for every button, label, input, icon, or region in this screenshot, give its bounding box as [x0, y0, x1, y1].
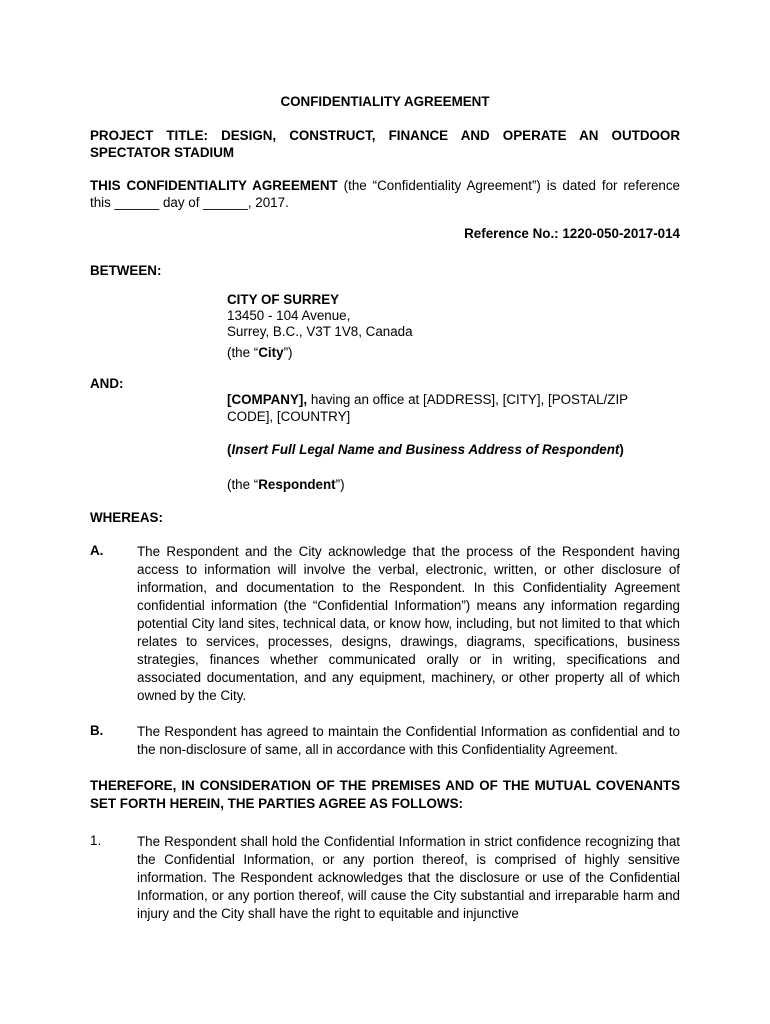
city-name: CITY OF SURREY: [227, 292, 340, 307]
insert-open: (: [227, 442, 232, 457]
city-address-line1: 13450 - 104 Avenue,: [227, 308, 351, 323]
recital-b-text: The Respondent has agreed to maintain the Confidential Information as confidential and to the non-disclosure of same, all in accordance with this Confidentiality Agreement.: [137, 724, 680, 757]
city-role: [227, 345, 680, 361]
document-title: CONFIDENTIALITY AGREEMENT: [280, 94, 490, 109]
city-party: [227, 292, 680, 361]
whereas-label: WHEREAS:: [90, 510, 163, 525]
project-title-label: PROJECT TITLE:: [90, 128, 208, 143]
project-title-text: DESIGN, CONSTRUCT, FINANCE AND OPERATE AN OUTDOOR SPECTATOR STADIUM: [90, 128, 680, 161]
intro-rest: (the “Confidentiality Agreement”) is dated for reference this ______ day of ______, 2017.: [90, 178, 680, 211]
and-label: AND:: [90, 376, 124, 391]
company-role: [227, 477, 345, 492]
company-insert-note: [227, 442, 624, 457]
city-role-suffix: ”): [283, 345, 293, 360]
reference-number: Reference No.: 1220-050-2017-014: [464, 226, 680, 241]
recital-a-marker: A.: [90, 543, 104, 558]
city-address-line2: Surrey, B.C., V3T 1V8, Canada: [227, 324, 413, 339]
intro-paragraph: [90, 177, 680, 211]
clause-1-text: The Respondent shall hold the Confidential Information in strict confidence recognizing that the Confidential Information, or any portion thereof, is comprised of highly sensitive information. The Respondent acknowledges that the disclosure or use of the Confidential Information, or any portion thereof, will cause the City substantial and irreparable harm and injury and the City shall have the right to equitable and injunctive: [137, 834, 680, 921]
company-role-prefix: (the “: [227, 477, 259, 492]
company-role-name: Respondent: [258, 477, 336, 492]
company-role-suffix: ”): [335, 477, 345, 492]
insert-close: ): [619, 442, 624, 457]
intro-bold: THIS CONFIDENTIALITY AGREEMENT: [90, 178, 338, 193]
recital-a-text: The Respondent and the City acknowledge that the process of the Respondent having access to information will involve the verbal, electronic, written, or other disclosure of information, and documentation to the Respondent. In this Confidentiality Agreement confidential information (the “Confidential Information”) means any information regarding potential City land sites, technical data, or know how, including, but not limited to that which relates to services, processes, designs, drawings, diagrams, specifications, business strategies, finances whether communicated orally or in writing, specifications and associated documentation, and any equipment, machinery, or other property all of which owned by the City.: [137, 544, 680, 703]
city-role-prefix: (the “: [227, 345, 259, 360]
between-label: BETWEEN:: [90, 263, 162, 278]
project-title: [90, 127, 680, 161]
clause-1-marker: 1.: [90, 833, 102, 848]
company-name: [COMPANY],: [227, 392, 308, 407]
insert-text: Insert Full Legal Name and Business Address of Respondent: [231, 442, 620, 457]
company-party: [227, 391, 657, 425]
recital-b-marker: B.: [90, 723, 104, 738]
company-details: having an office at [ADDRESS], [CITY], [POSTAL/ZIP CODE], [COUNTRY]: [227, 392, 628, 424]
city-role-name: City: [258, 345, 284, 360]
therefore-clause: THEREFORE, IN CONSIDERATION OF THE PREMISES AND OF THE MUTUAL COVENANTS SET FORTH HEREIN, THE PARTIES AGREE AS FOLLOWS:: [90, 778, 680, 811]
